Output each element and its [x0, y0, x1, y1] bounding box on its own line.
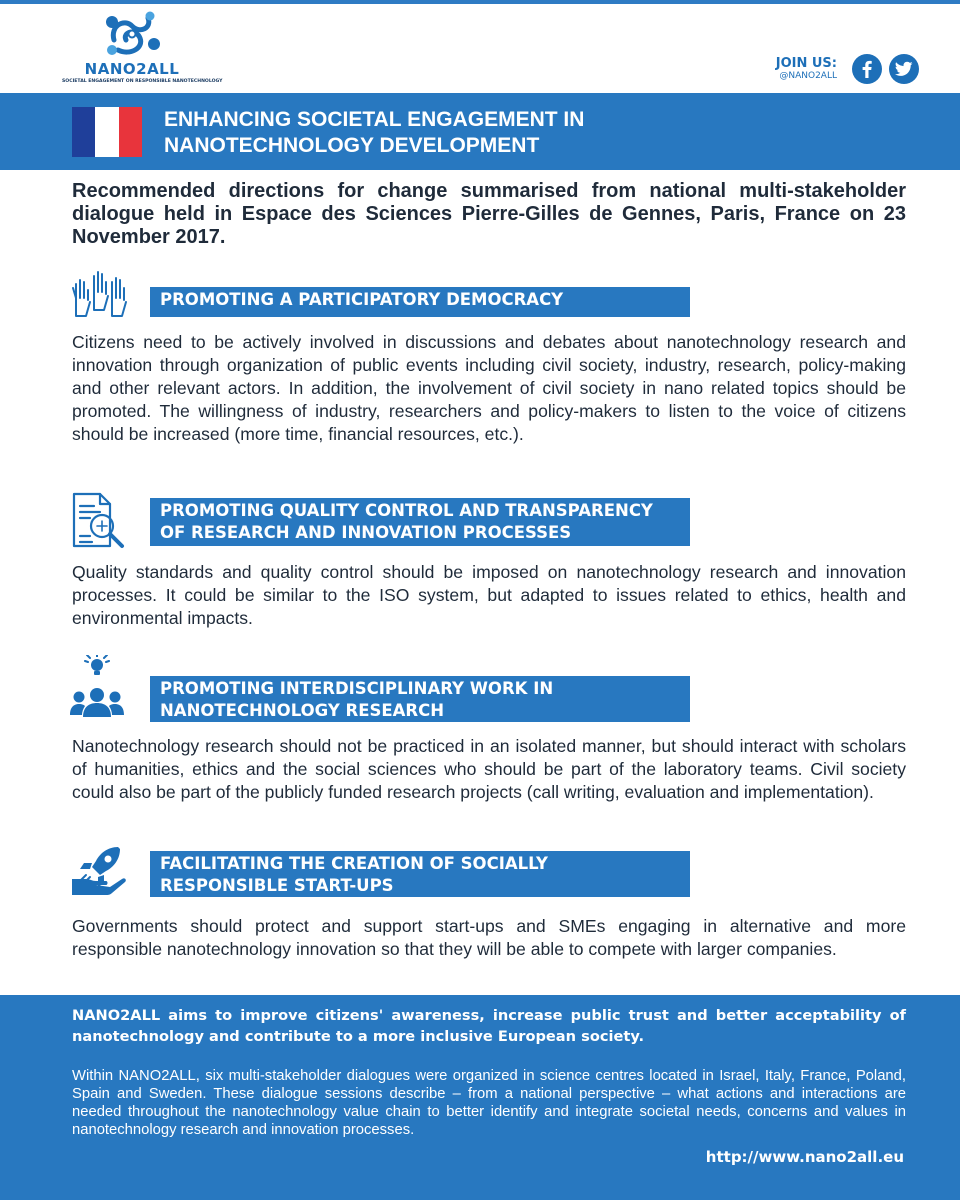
section-body-quality-control: Quality standards and quality control should be imposed on nanotechnology research and innovation processes. It could be similar to the ISO system, but adapted to issues related to ethics, health and environmental impacts. [72, 562, 906, 628]
molecule-logo-icon [100, 10, 164, 60]
france-flag [72, 107, 142, 157]
rocket-hand-icon [70, 845, 126, 901]
footer-mission: NANO2ALL aims to improve citizens' awareness, increase public trust and better acceptability of nanotechnology and contribute to a more inclusive European society. [72, 1007, 906, 1045]
nano2all-logo[interactable] [62, 10, 223, 86]
team-idea-icon [70, 655, 126, 711]
facebook-icon [859, 60, 875, 78]
social-handle: @NANO2ALL [779, 70, 837, 81]
footer-details: Within NANO2ALL, six multi-stakeholder dialogues were organized in science centres located in Israel, Italy, France, Poland, Spain and Sweden. These dialogue sessions describe – from a national perspective – what actions and interactions are needed throughout the nanotechnology value chain to better identify and integrate societal needs, concerns and values in nanotechnology research and innovation processes. [72, 1068, 906, 1138]
top-rule [0, 0, 960, 4]
title-band [0, 93, 960, 170]
twitter-button[interactable] [889, 54, 919, 84]
social-links [776, 52, 919, 86]
flag-stripe-white [95, 107, 118, 157]
section-body-participatory-democracy: Citizens need to be actively involved in discussions and debates about nanotechnology research and innovation through organization of public events including civil society, industry, research, policy-making and other relevant actors. In addition, the involvement of civil society in nano related topics should be promoted. The willingness of industry, researchers and policy-makers to listen to the voice of citizens should be increased (more time, financial resources, etc.). [72, 332, 906, 444]
section-heading-interdisciplinary-work: PROMOTING INTERDISCIPLINARY WORK IN NANOTECHNOLOGY RESEARCH [150, 676, 690, 722]
logo-tagline: SOCIETAL ENGAGEMENT ON RESPONSIBLE NANOTECHNOLOGY [62, 79, 223, 84]
document-magnifier-icon [70, 490, 126, 546]
footer [0, 995, 960, 1200]
logo-wordmark: NANO2ALL [84, 60, 180, 78]
join-label: JOIN US: [775, 55, 837, 71]
section-heading-quality-control: PROMOTING QUALITY CONTROL AND TRANSPARENCY OF RESEARCH AND INNOVATION PROCESSES [150, 498, 690, 546]
website-link[interactable]: http://www.nano2all.eu [705, 1148, 904, 1166]
flag-stripe-red [119, 107, 142, 157]
twitter-icon [895, 61, 913, 77]
section-heading-participatory-democracy: PROMOTING A PARTICIPATORY DEMOCRACY [150, 287, 690, 317]
section-body-interdisciplinary-work: Nanotechnology research should not be practiced in an isolated manner, but should interact with scholars of humanities, ethics and the social sciences who should be part of the laboratory teams. Civil society could also be part of the publicly funded research projects (call writing, evaluation and implementation). [72, 736, 906, 802]
page-title: ENHANCING SOCIETAL ENGAGEMENT IN NANOTECHNOLOGY DEVELOPMENT [164, 108, 585, 157]
flag-stripe-blue [72, 107, 95, 157]
section-body-start-ups: Governments should protect and support start-ups and SMEs engaging in alternative and more responsible nanotechnology innovation so that they will be able to compete with larger companies. [72, 916, 906, 959]
raised-hands-icon [70, 268, 126, 324]
join-text [776, 57, 837, 82]
facebook-button[interactable] [852, 54, 882, 84]
section-heading-start-ups: FACILITATING THE CREATION OF SOCIALLY RESPONSIBLE START-UPS [150, 851, 690, 897]
intro-text: Recommended directions for change summarised from national multi-stakeholder dialogue held in Espace des Sciences Pierre-Gilles de Gennes, Paris, France on 23 November 2017. [72, 180, 906, 248]
